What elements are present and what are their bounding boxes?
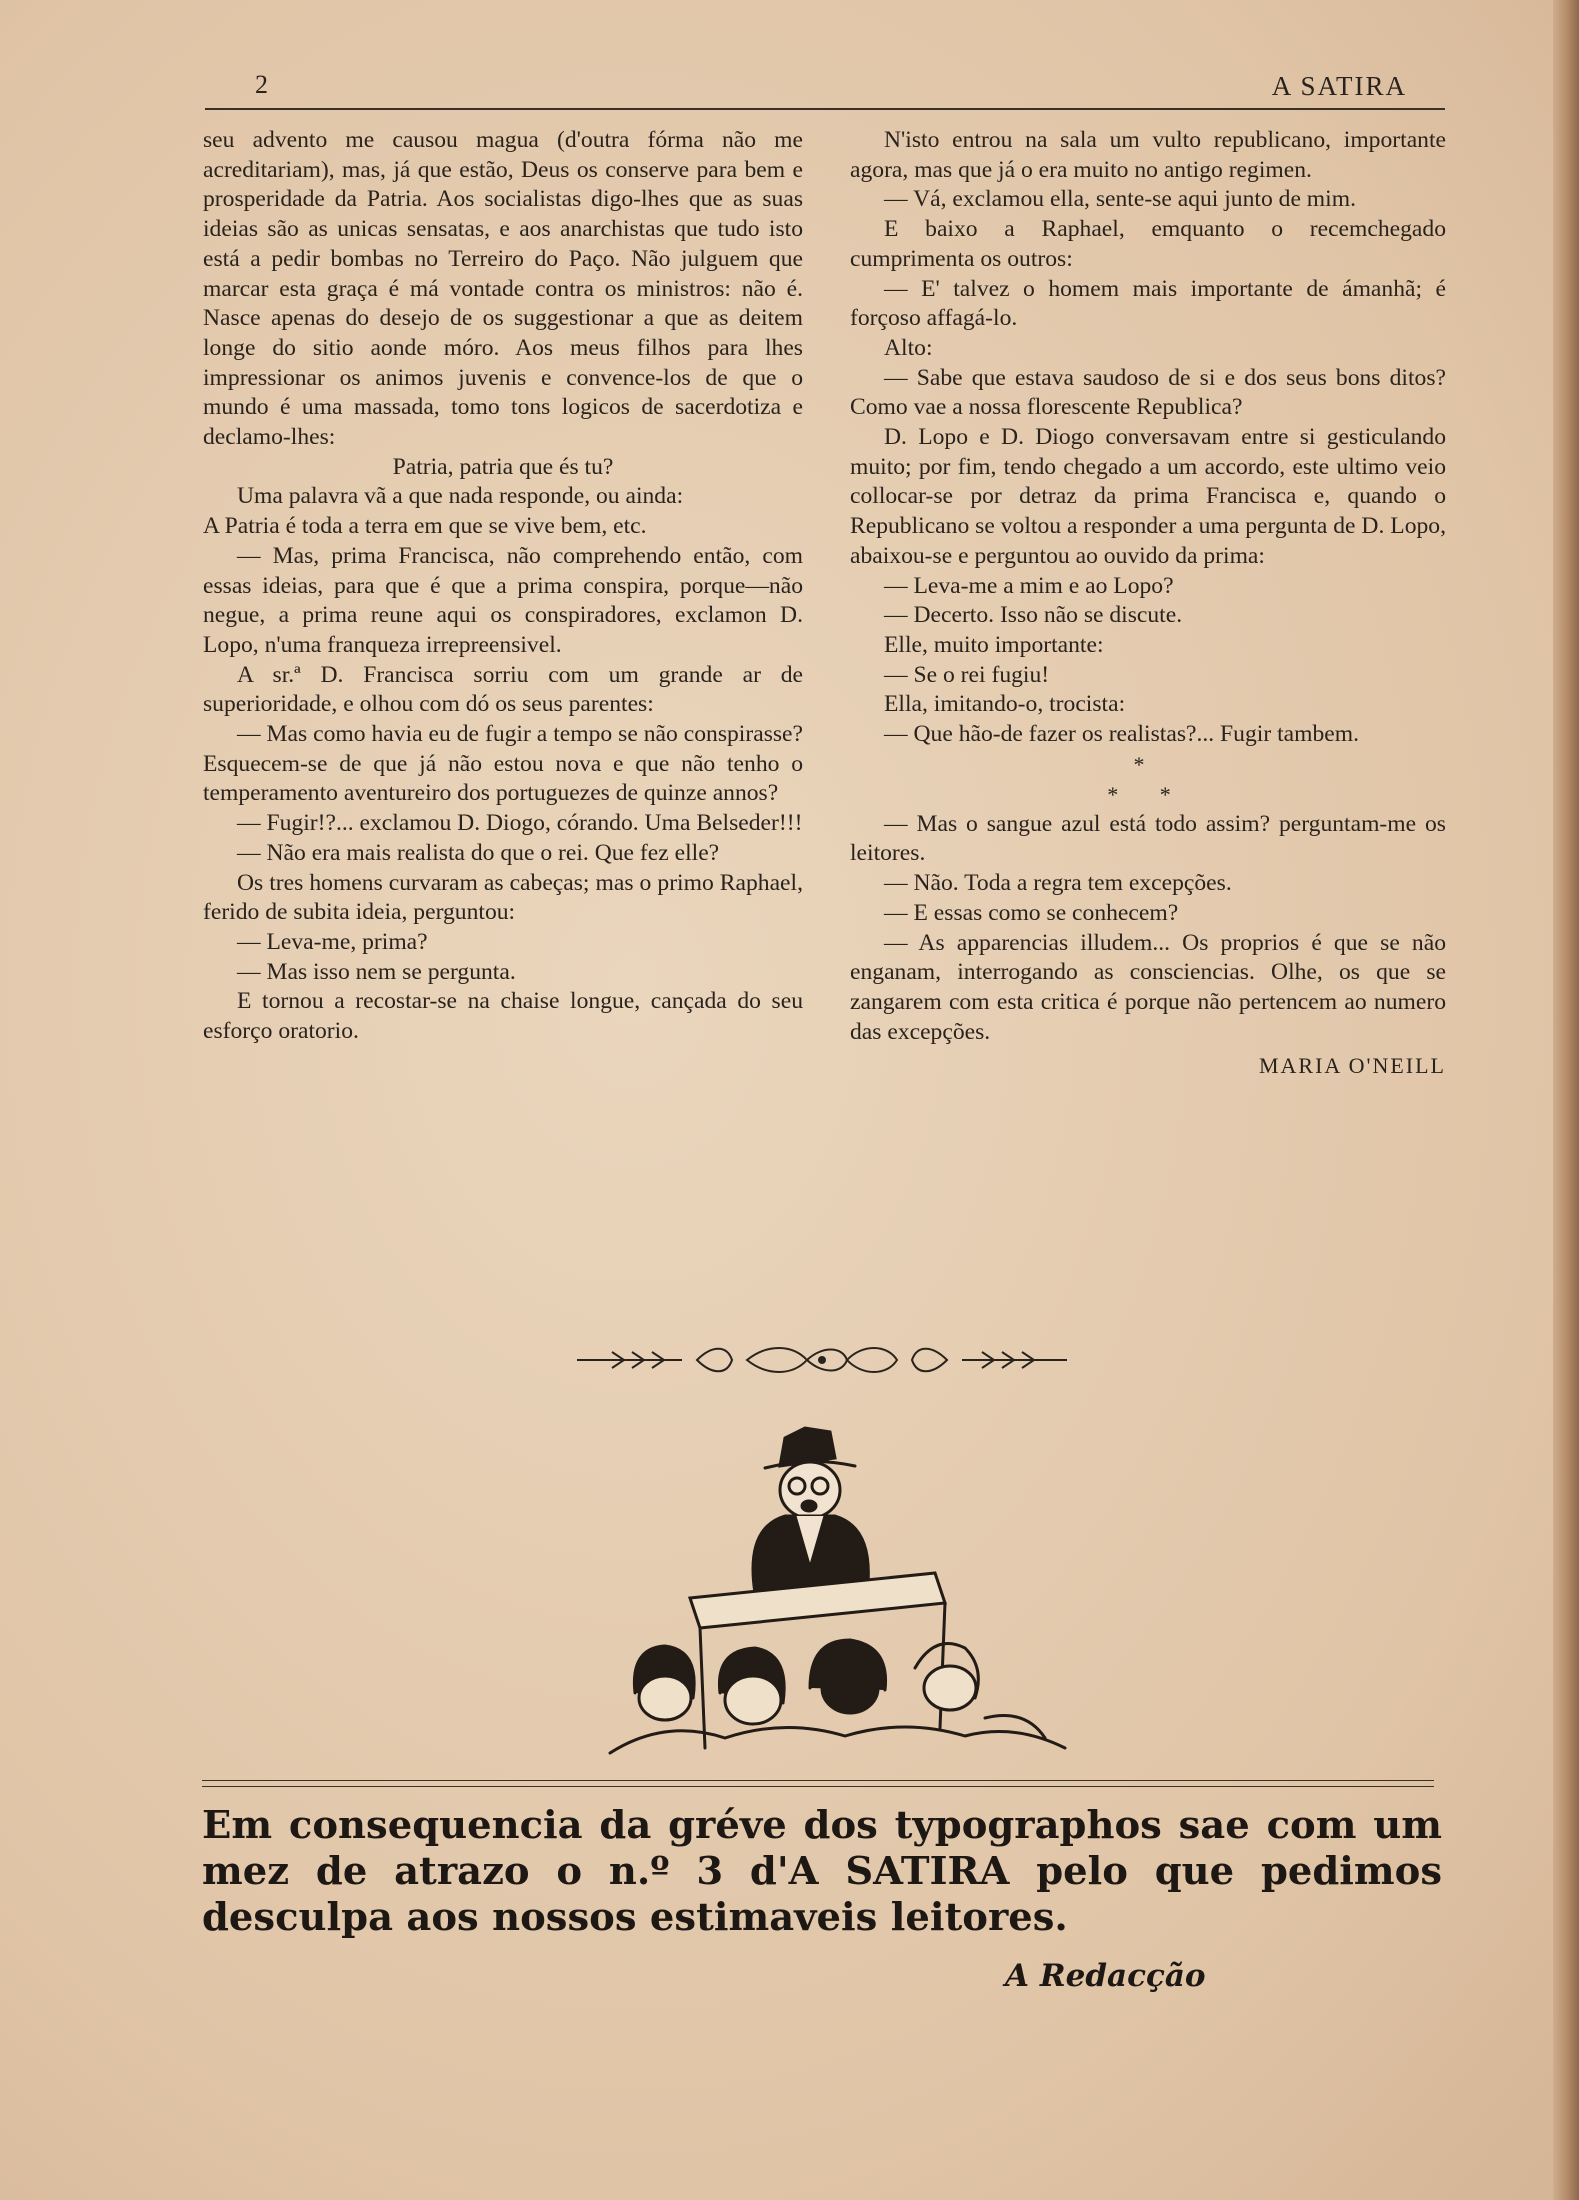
divider-rule — [202, 1780, 1434, 1781]
paragraph: — As apparencias illudem... Os proprios é que se não enganam, interrogando as consciencias. Olhe, os que se zangarem com esta critica é porque não pertencem ao numero das excepções. — [850, 929, 1446, 1045]
paragraph: — Leva-me a mim e ao Lopo? — [884, 572, 1174, 599]
paragraph: — Fugir!?... exclamou D. Diogo, córando. Uma Belseder!!! — [237, 810, 803, 837]
section-break-stars: * * — [1107, 781, 1189, 807]
paragraph: — Vá, exclamou ella, sente-se aqui junto de mim. — [884, 186, 1356, 213]
paragraph: Alto: — [884, 334, 933, 361]
paragraph: — E essas como se conhecem? — [884, 899, 1179, 926]
article-column-left — [203, 126, 803, 1047]
paragraph: — Se o rei fugiu! — [884, 661, 1050, 688]
cartoon-orator-illustration — [605, 1418, 1080, 1758]
masthead-title: A SATIRA — [1271, 71, 1407, 101]
page-number: 2 — [255, 70, 268, 99]
paragraph: — Que hão-de fazer os realistas?... Fugir tambem. — [884, 721, 1359, 748]
paragraph: Elle, muito importante: — [884, 631, 1104, 658]
paragraph: A sr.ª D. Francisca sorriu com um grande ar de superioridade, e olhou com dó os seus parentes: — [203, 661, 803, 718]
paragraph: — Não era mais realista do que o rei. Que fez elle? — [237, 839, 720, 866]
paragraph: — Mas isso nem se pergunta. — [237, 958, 516, 985]
paragraph: E baixo a Raphael, emquanto o recemchegado cumprimenta os outros: — [850, 216, 1446, 272]
paragraph: A Patria é toda a terra em que se vive bem, etc. — [203, 513, 647, 540]
paragraph: Uma palavra vã a que nada responde, ou ainda: — [237, 483, 684, 510]
paragraph: Os tres homens curvaram as cabeças; mas o primo Raphael, ferido de subita ideia, perguntou: — [203, 869, 803, 926]
paragraph: — Mas o sangue azul está todo assim? perguntam-me os leitores. — [850, 810, 1446, 867]
paragraph: seu advento me causou magua (d'outra fórma não me acreditariam), mas, já que estão, Deus os conserve para bem e prosperidade da Patria. Aos socialistas digo-lhes que as suas ideias são as unicas sensatas, e aos anarchistas que tudo isto está a pedir bombas no Terreiro do Paço. Não julguem que marcar esta graça é má vontade contra os ministros: não é. Nasce apenas do desejo de os suggestionar a que as deitem longe do sitio aonde móro. Aos meus filhos para lhes impressionar os animos juvenis e convence-los de que o mundo é uma massada, tomo tons logicos de sacerdotiza e declamo-lhes: — [203, 127, 803, 451]
paragraph: — Não. Toda a regra tem excepções. — [884, 870, 1232, 897]
strike-notice: Em consequencia da gréve dos typographos sae com um mez de atrazo o n.º 3 d'A SATIRA pelo que pedimos desculpa aos nossos estimaveis leitores. — [202, 1803, 1442, 1940]
verse-line: Patria, patria que és tu? — [392, 453, 614, 480]
editorial-signature: A Redacção — [1005, 1958, 1206, 1994]
page-header — [205, 66, 1445, 110]
paragraph: — Sabe que estava saudoso de si e dos seus bons ditos? Como vae a nossa florescente Republica? — [850, 364, 1446, 421]
paragraph: D. Lopo e D. Diogo conversavam entre si gesticulando muito; por fim, tendo chegado a um accordo, este ultimo veio collocar-se por detraz da prima Francisca e, quando o Republicano se voltou a responder a uma pergunta de D. Lopo, abaixou-se e perguntou ao ouvido da prima: — [850, 424, 1446, 569]
author-signature: MARIA O'NEILL — [1258, 1053, 1446, 1079]
page-edge — [1553, 0, 1579, 2200]
paragraph: N'isto entrou na sala um vulto republicano, importante agora, mas que já o era muito no antigo regimen. — [850, 127, 1446, 183]
paragraph: — Mas como havia eu de fugir a tempo se não conspirasse? Esquecem-se de que já não estou nova e que não tenho o temperamento aventureiro dos portuguezes de quinze annos? — [203, 721, 803, 807]
decorative-divider-ornament — [572, 1340, 1072, 1380]
article-column-right — [850, 126, 1446, 1081]
paragraph: — Leva-me, prima? — [237, 928, 428, 955]
paragraph: E tornou a recostar-se na chaise longue, cançada do seu esforço oratorio. — [203, 988, 803, 1045]
paragraph: — E' talvez o homem mais importante de ámanhã; é forçoso affagá-lo. — [850, 275, 1446, 332]
divider-rule — [202, 1786, 1434, 1787]
paragraph: — Decerto. Isso não se discute. — [884, 602, 1183, 629]
section-break-star: * — [1133, 751, 1163, 777]
paragraph: — Mas, prima Francisca, não comprehendo então, com essas ideias, para que é que a prima conspira, porque—não negue, a prima reune aqui os conspiradores, exclamon D. Lopo, n'uma franqueza irrepreensivel. — [203, 542, 803, 658]
paragraph: Ella, imitando-o, trocista: — [884, 691, 1126, 718]
